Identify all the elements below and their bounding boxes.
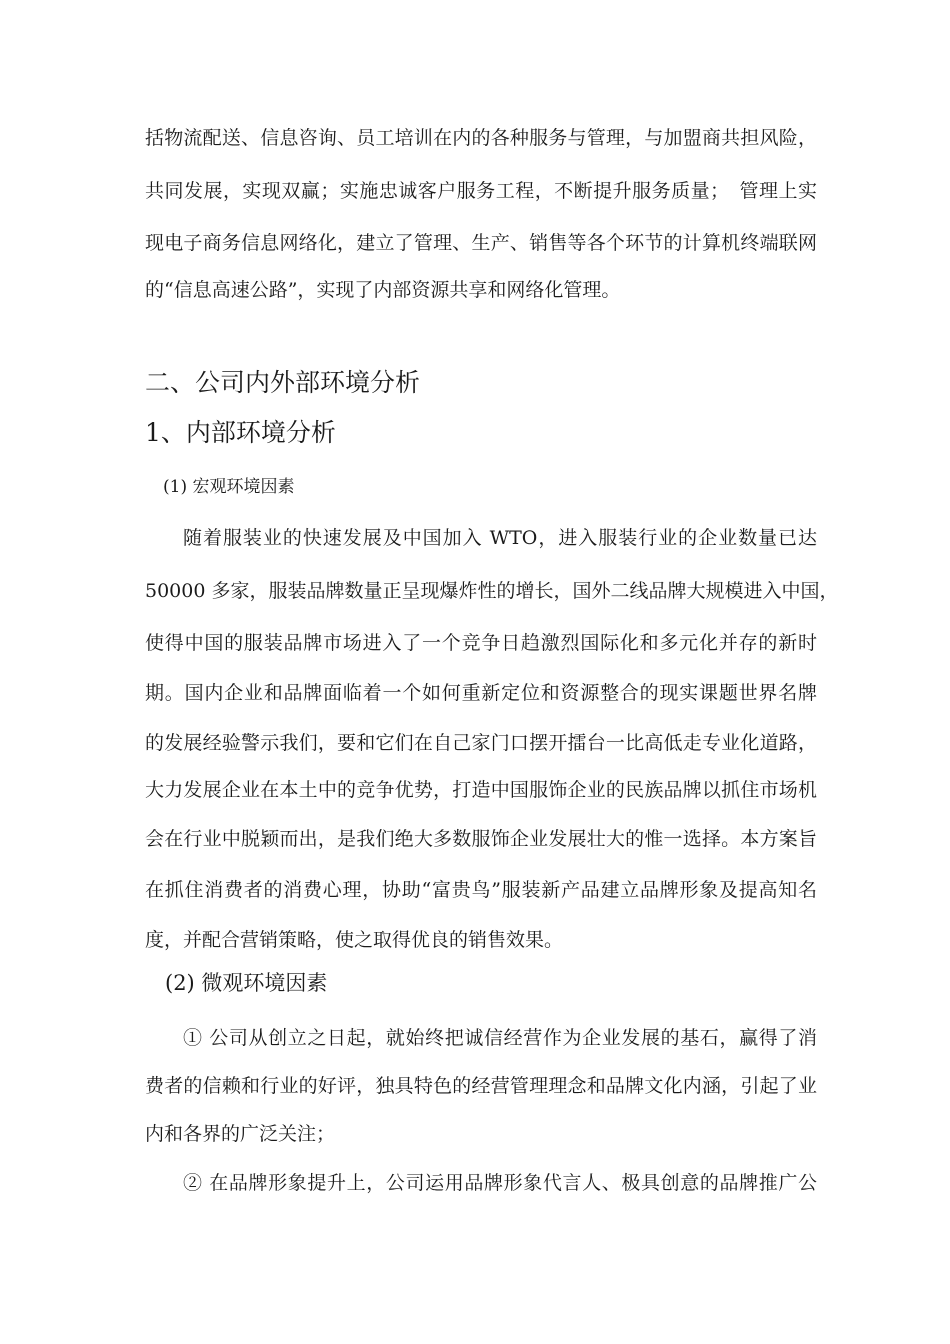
macro-line-7: 会在行业中脱颖而出，是我们绝大多数服饰企业发展壮大的惟一选择。本方案旨 <box>145 828 817 850</box>
intro-line-3: 现电子商务信息网络化，建立了管理、生产、销售等各个环节的计算机终端联网 <box>145 232 817 254</box>
macro-heading: (1) 宏观环境因素 <box>163 477 295 497</box>
micro-item2-line-1: ② 在品牌形象提升上，公司运用品牌形象代言人、极具创意的品牌推广公 <box>183 1172 817 1194</box>
micro-item1-line-1: ① 公司从创立之日起，就始终把诚信经营作为企业发展的基石，赢得了消 <box>183 1027 817 1049</box>
micro-heading: (2) 微观环境因素 <box>165 971 328 995</box>
macro-line-6: 大力发展企业在本土中的竞争优势，打造中国服饰企业的民族品牌以抓住市场机 <box>145 779 817 801</box>
macro-line-4: 期。国内企业和品牌面临着一个如何重新定位和资源整合的现实课题世界名牌 <box>145 682 817 704</box>
micro-item1-line-3: 内和各界的广泛关注； <box>145 1123 336 1145</box>
macro-line-2: 50000 多家，服装品牌数量正呈现爆炸性的增长，国外二线品牌大规模进入中国， <box>145 580 839 602</box>
macro-line-5: 的发展经验警示我们，要和它们在自己家门口摆开擂台一比高低走专业化道路， <box>145 732 817 754</box>
intro-line-2: 共同发展，实现双赢；实施忠诚客户服务工程，不断提升服务质量； 管理上实 <box>145 180 817 202</box>
intro-line-4: 的“信息高速公路”，实现了内部资源共享和网络化管理。 <box>145 279 621 301</box>
section-heading: 二、公司内外部环境分析 <box>145 368 421 397</box>
micro-item1-line-2: 费者的信赖和行业的好评，独具特色的经营管理理念和品牌文化内涵，引起了业 <box>145 1075 817 1097</box>
subsection-heading: 1、内部环境分析 <box>145 418 336 447</box>
macro-line-1: 随着服装业的快速发展及中国加入 WTO，进入服装行业的企业数量已达 <box>183 527 817 549</box>
macro-line-8: 在抓住消费者的消费心理，协助“富贵鸟”服装新产品建立品牌形象及提高知名 <box>145 879 817 901</box>
macro-line-3: 使得中国的服装品牌市场进入了一个竞争日趋激烈国际化和多元化并存的新时 <box>145 632 817 654</box>
intro-line-1: 括物流配送、信息咨询、员工培训在内的各种服务与管理，与加盟商共担风险， <box>145 127 817 149</box>
macro-line-9: 度，并配合营销策略，使之取得优良的销售效果。 <box>145 929 564 951</box>
